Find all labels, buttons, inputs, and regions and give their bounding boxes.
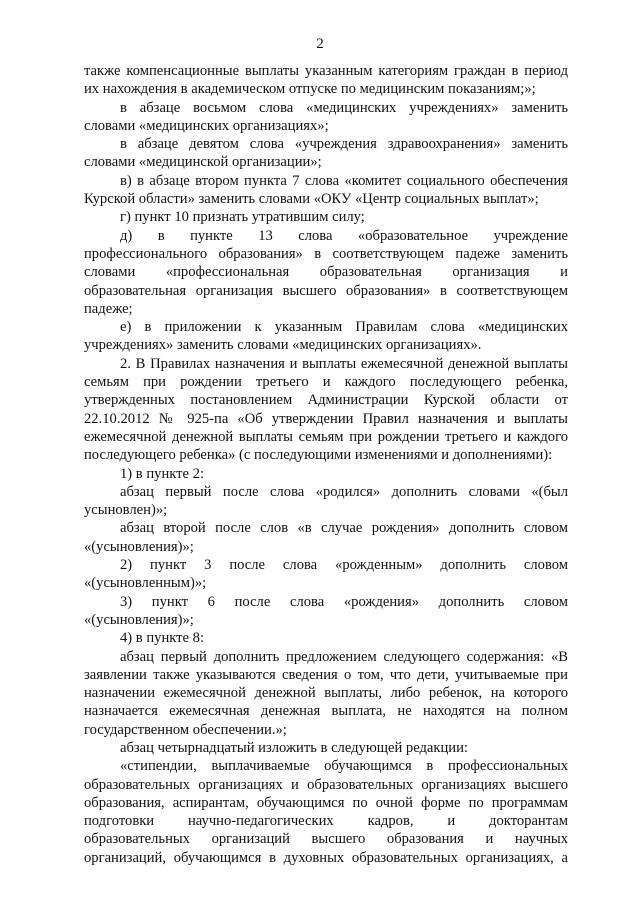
- text-line: словами «медицинской организации»;: [84, 154, 322, 171]
- document-body: [84, 62, 568, 867]
- text-line: их нахождения в академическом отпуске по медицинским показаниям;»;: [84, 81, 536, 98]
- text-line: семьям при рождении третьего и каждого последующего ребенка,: [84, 374, 568, 391]
- text-line: назначается ежемесячная денежная выплата, не находятся на полном: [84, 703, 568, 720]
- text-line: 22.10.2012 № 925-па «Об утверждении Правил назначения и выплаты: [84, 410, 568, 427]
- text-line: государственном обеспечении.»;: [84, 721, 287, 738]
- text-line: заявлении также указываются сведения о том, что дети, учитываемые при: [84, 666, 568, 683]
- text-line: 2) пункт 3 после слова «рожденным» дополнить словом: [120, 557, 568, 574]
- text-line: образовательная организация высшего образования» в соответствующем: [84, 282, 568, 299]
- text-line: подготовки научно-педагогических кадров, и докторантам: [84, 813, 568, 830]
- text-line: образовательных организаций высшего образования и научных: [84, 831, 568, 848]
- text-line: образования, аспирантам, обучающимся по очной форме по программам: [84, 794, 568, 811]
- text-line: абзац второй после слов «в случае рождения» дополнить словом: [120, 520, 568, 537]
- text-line: падеже;: [84, 300, 133, 317]
- text-line: в) в абзаце втором пункта 7 слова «комитет социального обеспечения: [120, 172, 568, 189]
- text-line: словами «медицинских организациях»;: [84, 117, 329, 134]
- text-line: в абзаце восьмом слова «медицинских учреждениях» заменить: [120, 99, 568, 116]
- text-line: абзац первый дополнить предложением следующего содержания: «В: [120, 648, 568, 665]
- text-line: 3) пункт 6 после слова «рождения» дополнить словом: [120, 593, 568, 610]
- text-line: «(усыновления)»;: [84, 611, 194, 628]
- page-number: 2: [316, 36, 324, 52]
- text-line: назначении ежемесячной денежной выплаты, либо ребенок, на которого: [84, 685, 568, 702]
- text-line: усыновлен)»;: [84, 502, 168, 519]
- text-line: г) пункт 10 признать утратившим силу;: [120, 209, 365, 226]
- text-line: «стипендии, выплачиваемые обучающимся в профессиональных: [120, 758, 568, 775]
- text-line: «(усыновленным)»;: [84, 575, 207, 592]
- text-line: учреждениях» заменить словами «медицинских организациях».: [84, 337, 482, 354]
- text-line: 4) в пункте 8:: [120, 630, 205, 647]
- text-line: в абзаце девятом слова «учреждения здравоохранения» заменить: [120, 136, 568, 153]
- text-line: д) в пункте 13 слова «образовательное учреждение: [120, 227, 568, 244]
- text-line: е) в приложении к указанным Правилам слова «медицинских: [120, 319, 568, 336]
- text-line: профессионального образования» в соответствующем падеже заменить: [84, 245, 568, 262]
- text-line: абзац первый после слова «родился» дополнить словами «(был: [120, 483, 568, 500]
- text-line: абзац четырнадцатый изложить в следующей редакции:: [120, 739, 468, 756]
- text-line: 2. В Правилах назначения и выплаты ежемесячной денежной выплаты: [120, 355, 568, 372]
- text-line: «(усыновления)»;: [84, 538, 194, 555]
- text-line: утвержденных постановлением Администрации Курской области от: [84, 392, 568, 409]
- text-line: последующего ребенка» (с последующими изменениями и дополнениями):: [84, 447, 553, 464]
- text-line: ежемесячной денежной выплаты семьям при рождении третьего и каждого: [84, 428, 568, 445]
- text-line: также компенсационные выплаты указанным категориям граждан в период: [84, 63, 568, 79]
- text-line: Курской области» заменить словами «ОКУ «Центр социальных выплат»;: [84, 191, 539, 208]
- text-line: образовательных организациях и образовательных организациях высшего: [84, 776, 568, 793]
- text-line: словами «профессиональная образовательная организация и: [84, 264, 568, 281]
- text-line: организаций, обучающимся в духовных образовательных организациях, а: [84, 849, 568, 866]
- text-line: 1) в пункте 2:: [120, 465, 205, 482]
